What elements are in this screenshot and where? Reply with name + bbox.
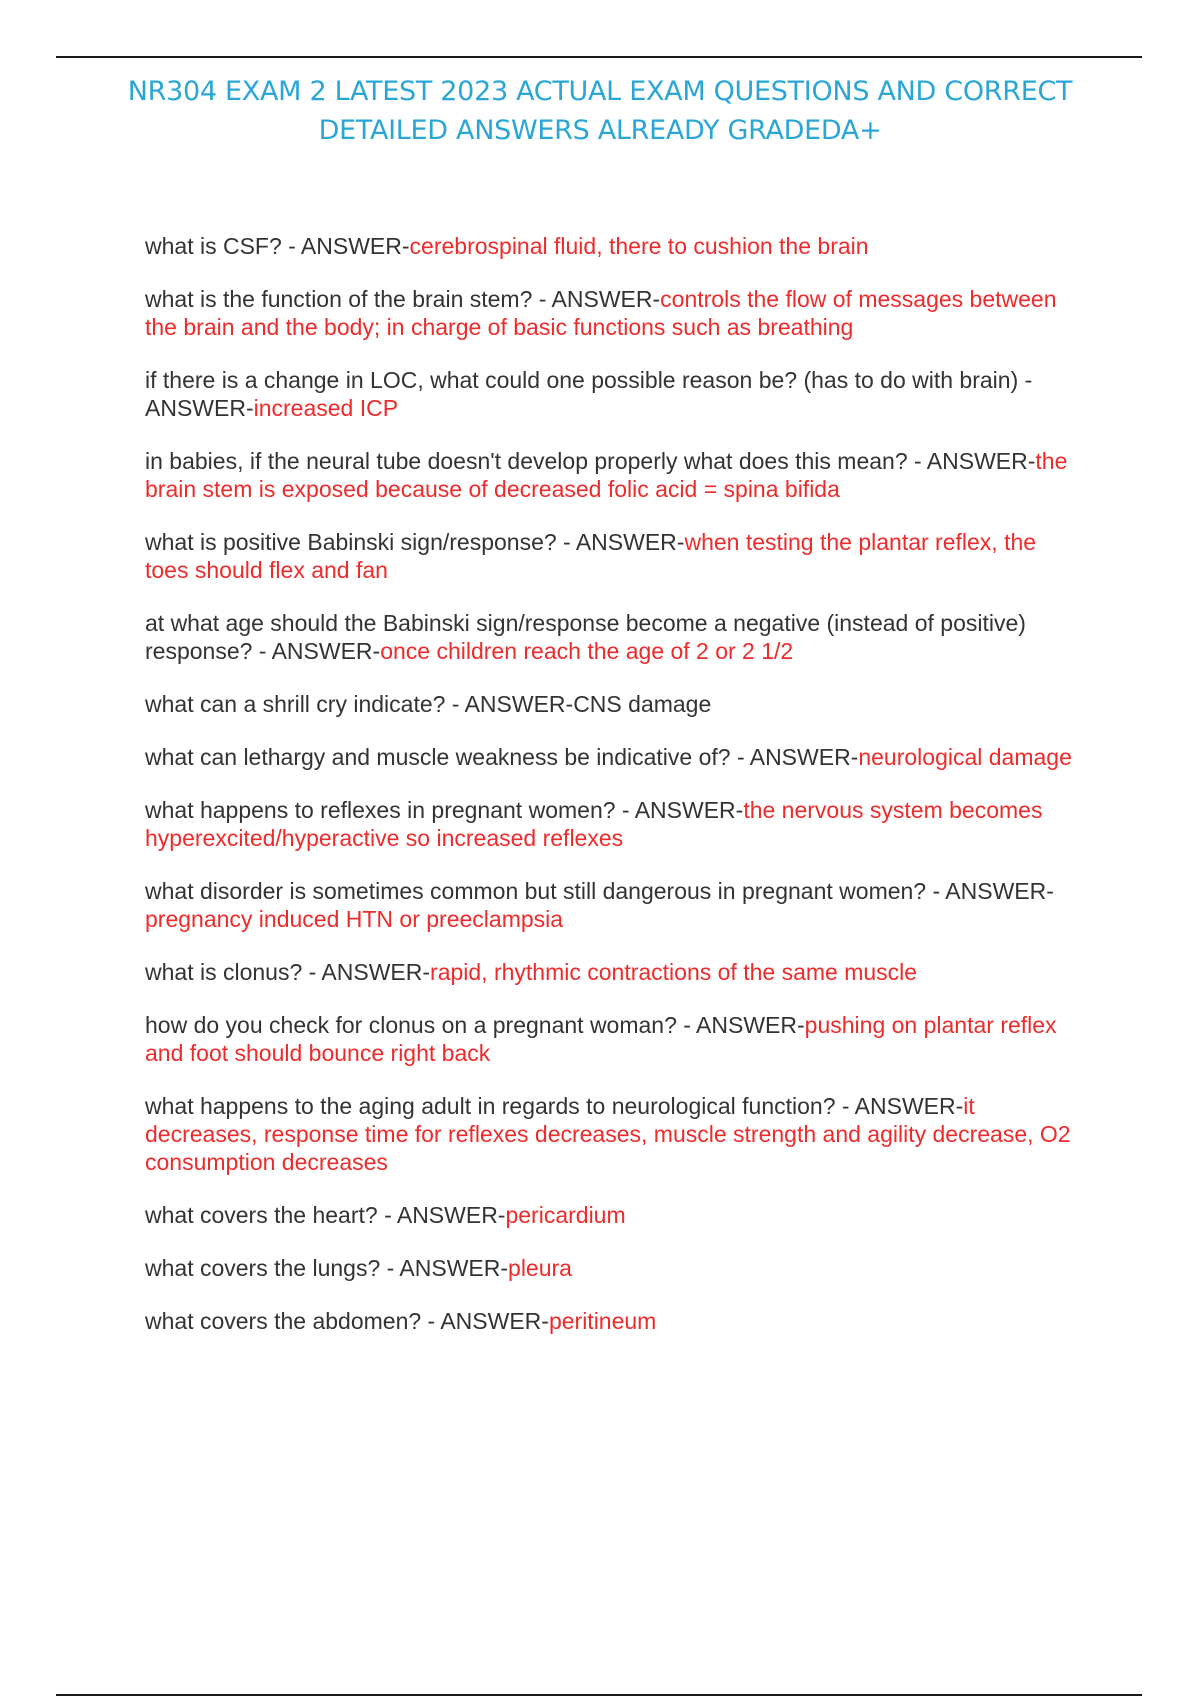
answer-text: once children reach the age of 2 or 2 1/2 [380,638,794,664]
question-text: what is clonus? - ANSWER- [145,959,431,985]
answer-text: it decreases, response time for reflexes decreases, muscle strength and agility decrease, O2 consumption decreases [145,1093,1071,1175]
answer-text: cerebrospinal fluid, there to cushion the brain [409,233,869,259]
answer-text: pregnancy induced HTN or preeclampsia [145,906,564,932]
answer-text: the nervous system becomes hyperexcited/hyperactive so increased reflexes [145,797,1043,851]
qa-item [145,232,1085,260]
question-text: what can lethargy and muscle weakness be indicative of? - ANSWER- [145,744,859,770]
question-text: how do you check for clonus on a pregnant woman? - ANSWER- [145,1012,805,1038]
qa-item [145,1011,1085,1067]
question-text: in babies, if the neural tube doesn't develop properly what does this mean? - ANSWER- [145,448,1036,474]
question-text: what covers the heart? - ANSWER- [145,1202,506,1228]
qa-list [145,232,1085,1360]
question-text: at what age should the Babinski sign/response become a negative (instead of positive) response? - ANSWER- [145,610,1026,664]
question-text: what disorder is sometimes common but still dangerous in pregnant women? - ANSWER- [145,878,1054,904]
qa-item [145,366,1085,422]
question-text: what covers the lungs? - ANSWER- [145,1255,509,1281]
answer-text: when testing the plantar reflex, the toes should flex and fan [145,529,1037,583]
answer-text: pericardium [505,1202,626,1228]
question-text: what can a shrill cry indicate? - ANSWER-CNS damage [145,691,712,717]
question-text: what happens to reflexes in pregnant women? - ANSWER- [145,797,744,823]
qa-item [145,528,1085,584]
header-divider [56,56,1142,58]
qa-item [145,1201,1085,1229]
qa-item [145,958,1085,986]
qa-item [145,743,1085,771]
question-text: what is positive Babinski sign/response? - ANSWER- [145,529,685,555]
question-text: if there is a change in LOC, what could one possible reason be? (has to do with brain) - ANSWER- [145,367,1033,421]
qa-item [145,690,1085,718]
question-text: what happens to the aging adult in regards to neurological function? - ANSWER- [145,1093,964,1119]
qa-item [145,285,1085,341]
qa-item [145,447,1085,503]
footer-divider [56,1694,1142,1696]
qa-item [145,1307,1085,1335]
answer-text: rapid, rhythmic contractions of the same muscle [430,959,918,985]
answer-text: peritineum [548,1308,657,1334]
question-text: what is CSF? - ANSWER- [145,233,410,259]
answer-text: pushing on plantar reflex and foot should bounce right back [145,1012,1057,1066]
qa-item [145,1092,1085,1176]
qa-item [145,877,1085,933]
question-text: what covers the abdomen? - ANSWER- [145,1308,549,1334]
answer-text: controls the flow of messages between the brain and the body; in charge of basic functions such as breathing [145,286,1057,340]
qa-item [145,796,1085,852]
answer-text: neurological damage [858,744,1072,770]
answer-text: the brain stem is exposed because of decreased folic acid = spina bifida [145,448,1068,502]
answer-text: increased ICP [253,395,399,421]
answer-text: pleura [508,1255,572,1281]
question-text: what is the function of the brain stem? - ANSWER- [145,286,661,312]
document-title: NR304 EXAM 2 LATEST 2023 ACTUAL EXAM QUESTIONS AND CORRECT DETAILED ANSWERS ALREADY GRADEDA+ [127,76,1073,146]
qa-item [145,1254,1085,1282]
qa-item [145,609,1085,665]
